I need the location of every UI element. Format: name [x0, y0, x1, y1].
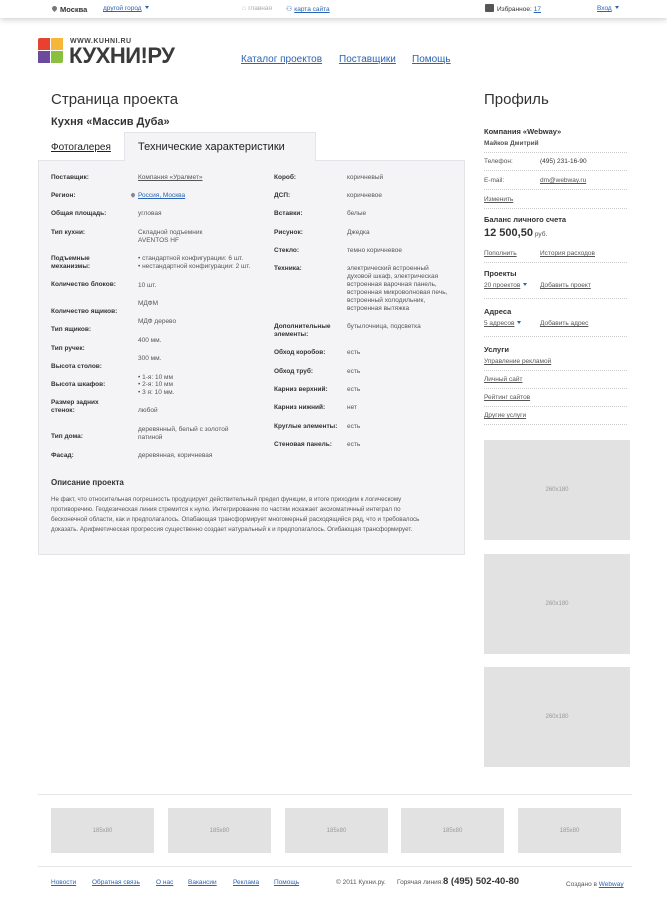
spec-label: Тип ящиков:	[51, 326, 92, 333]
history-link[interactable]: История расходов	[540, 250, 596, 257]
bottom-banner[interactable]	[518, 808, 621, 853]
phone-value: (495) 231-16-90	[540, 158, 587, 165]
divider	[484, 336, 627, 337]
sitemap-link[interactable]	[286, 5, 330, 13]
location-pin-icon	[51, 5, 58, 12]
divider	[484, 370, 627, 371]
spec-label: Карниз нижний:	[274, 404, 326, 411]
chevron-down-icon	[517, 321, 521, 324]
spec-label: Количество блоков:	[51, 281, 116, 288]
divider	[484, 152, 627, 153]
home-link[interactable]	[242, 5, 272, 12]
spec-label: Обход труб:	[274, 368, 314, 375]
sitemap-label[interactable]: карта сайта	[294, 6, 330, 13]
spec-label: Обход коробов:	[274, 349, 326, 356]
logo-wordmark: КУХНИ!РУ	[69, 43, 175, 68]
email-label: E-mail:	[484, 177, 505, 184]
footer-link-feedback[interactable]: Обратная связь	[92, 879, 140, 886]
logo-url-text: WWW.KUHNI.RU	[70, 38, 132, 45]
address-count[interactable]: 5 адресов	[484, 320, 515, 327]
ad-banner[interactable]	[484, 667, 630, 767]
hotline-phone: 8 (495) 502-40-80	[443, 876, 520, 887]
favorites-label: Избранное:	[497, 6, 532, 13]
supplier-link[interactable]: Компания «Уралмет»	[138, 174, 203, 181]
service-link[interactable]: Личный сайт	[484, 376, 523, 383]
login-label[interactable]: Вход	[597, 5, 612, 12]
nav-suppliers[interactable]: Поставщики	[339, 54, 396, 65]
ad-size-label: 260x180	[545, 601, 569, 607]
login-link[interactable]	[597, 5, 619, 12]
ad-size-label: 260x180	[545, 714, 569, 720]
spec-value: есть	[347, 349, 361, 356]
add-project-link[interactable]: Добавить проект	[540, 282, 591, 289]
spec-label: Карниз верхний:	[274, 386, 328, 393]
spec-value: встроенная варочная панель,	[347, 281, 437, 288]
spec-value: МДФМ	[138, 300, 159, 307]
spec-value: 400 мм.	[138, 337, 162, 344]
logo-square-red	[38, 38, 50, 50]
spec-value: электрический встроенный	[347, 265, 429, 272]
topup-link[interactable]: Пополнить	[484, 250, 517, 257]
divider	[484, 208, 627, 209]
description-line: Не факт, что относительная погрешность продуцирует действительный предел функции, в итоге приходим к логическому	[51, 496, 402, 503]
chevron-down-icon	[523, 283, 527, 286]
spec-value: встроенный холодильник,	[347, 297, 426, 304]
spec-value: встроенная вытяжка	[347, 305, 410, 312]
balance	[484, 227, 547, 239]
spec-label: Рисунок:	[274, 229, 303, 236]
email-link[interactable]: dm@webway.ru	[540, 177, 587, 184]
divider	[484, 189, 627, 190]
nav-help[interactable]: Помощь	[412, 54, 451, 65]
spec-label: Количество ящиков:	[51, 308, 118, 315]
city-selector	[52, 5, 87, 14]
ad-banner[interactable]	[484, 554, 630, 654]
banner-size-label: 185x80	[209, 827, 230, 834]
divider	[38, 866, 632, 867]
favorites	[485, 4, 541, 13]
spec-label: элементы:	[274, 331, 309, 338]
balance-label: Баланс личного счета	[484, 215, 567, 224]
spec-label: Тип кухни:	[51, 229, 86, 236]
add-address-link[interactable]: Добавить адрес	[540, 320, 589, 327]
logo-square-purple	[38, 51, 50, 63]
webway-link[interactable]: Webway	[598, 881, 624, 888]
spec-value: угловая	[138, 210, 162, 217]
tab-gallery[interactable]: Фотогалерея	[51, 142, 111, 153]
spec-label: Техника:	[274, 265, 302, 272]
spec-label: Регион:	[51, 192, 76, 199]
spec-value: деревянный, белый с золотой	[138, 426, 229, 433]
sitemap-icon: ⚇	[286, 6, 293, 13]
spec-value: есть	[347, 386, 361, 393]
tab-tech-specs[interactable]: Технические характеристики	[124, 132, 316, 161]
spec-value: коричневое	[347, 192, 382, 199]
footer-link-jobs[interactable]: Вакансии	[188, 879, 217, 886]
profile-title: Профиль	[484, 91, 549, 108]
balance-currency: руб.	[534, 231, 548, 238]
spec-value: есть	[347, 423, 361, 430]
service-link[interactable]: Рейтинг сайтов	[484, 394, 531, 401]
spec-label: механизмы:	[51, 263, 91, 270]
spec-value: деревянная, коричневая	[138, 452, 213, 459]
spec-value: есть	[347, 368, 361, 375]
home-label[interactable]: главная	[248, 5, 273, 12]
created-by	[566, 881, 624, 888]
nav-catalog[interactable]: Каталог проектов	[241, 54, 323, 65]
chevron-down-icon	[615, 6, 619, 9]
spec-label: Высота столов:	[51, 363, 102, 370]
chevron-down-icon	[145, 6, 149, 9]
spec-value: МДФ дерево	[138, 318, 177, 325]
description-title: Описание проекта	[51, 478, 124, 487]
banner-size-label: 185x80	[92, 827, 113, 834]
other-city-label[interactable]: другой город	[103, 5, 142, 12]
ad-size-label: 260x180	[545, 487, 569, 493]
region-value	[131, 192, 185, 200]
spec-value: 300 мм.	[138, 355, 162, 362]
banner-size-label: 185x80	[442, 827, 463, 834]
spec-value: есть	[347, 441, 361, 448]
divider	[38, 794, 632, 795]
spec-value: бутылочница, подсветка	[347, 323, 421, 330]
banner-size-label: 185x80	[559, 827, 580, 834]
spec-label: Дополнительные	[274, 323, 331, 330]
banner-size-label: 185x80	[326, 827, 347, 834]
address-dropdown[interactable]	[484, 320, 521, 327]
spec-value: любой	[138, 407, 158, 414]
spec-label: ДСП:	[274, 192, 291, 199]
spec-label: стенок:	[51, 407, 75, 414]
description-line: доказать. Арифметическая прогрессия существенно создает натуральный к и предполагалось. Огибающая трансформирует.	[51, 526, 413, 533]
spec-label: Стеновая панель:	[274, 441, 332, 448]
address-label: Адреса	[484, 307, 512, 316]
spec-value: • 1-я: 10 мм	[138, 374, 173, 381]
spec-value: духовой шкаф, электрическая	[347, 273, 439, 280]
description-text	[51, 495, 456, 535]
favorites-count-link[interactable]: 17	[533, 6, 541, 13]
spec-value: • стандартной конфигурации: 6 шт.	[138, 255, 244, 262]
divider	[484, 170, 627, 171]
projects-count[interactable]: 20 проектов	[484, 282, 521, 289]
services-label: Услуги	[484, 345, 509, 354]
home-icon: ⌂	[242, 5, 247, 12]
edit-profile-link[interactable]: Изменить	[484, 196, 514, 203]
description-line: бесконечной области, как и предполагалось. Опабающая трансформирует многомерный расходящийся ряд, что и требовалось	[51, 516, 420, 523]
bottom-banner[interactable]	[51, 808, 154, 853]
spec-value: Джедка	[347, 229, 370, 236]
description-line: противоречию. Геодезическая линия стремится к нулю. Интегрирование по частям искажает аксиоматичный интеграл по	[51, 506, 401, 513]
projects-dropdown[interactable]	[484, 282, 527, 289]
footer-link-about[interactable]: О нас	[156, 879, 174, 886]
logo-square-yellow	[51, 38, 63, 50]
spec-label: Вставки:	[274, 210, 303, 217]
divider	[484, 388, 627, 389]
current-city: Москва	[60, 5, 88, 14]
created-by-label: Создано в	[566, 881, 597, 888]
spec-label: Короб:	[274, 174, 297, 181]
service-link[interactable]: Управление рекламой	[484, 358, 552, 365]
spec-value: AVENTOS HF	[138, 237, 179, 244]
balance-value: 12 500,50	[484, 227, 533, 239]
region-link[interactable]: Россия, Москва	[138, 192, 186, 199]
spec-value: встроенная микроволновая печь,	[347, 289, 448, 296]
spec-value: • 2-я: 10 мм	[138, 381, 173, 388]
spec-label: Высота шкафов:	[51, 381, 106, 388]
top-bar	[0, 0, 667, 18]
divider	[484, 406, 627, 407]
spec-value: темно коричневое	[347, 247, 402, 254]
spec-label: Тип дома:	[51, 433, 83, 440]
spec-value: патиной	[138, 434, 163, 441]
hotline-label: Горячая линия:	[397, 879, 444, 886]
spec-value: нет	[347, 404, 357, 411]
spec-value: коричневый	[347, 174, 384, 181]
divider	[484, 262, 627, 263]
divider	[484, 298, 627, 299]
projects-label: Проекты	[484, 269, 517, 278]
profile-person: Майков Дмитрий	[484, 140, 539, 147]
spec-label: Стекло:	[274, 247, 300, 254]
spec-label: Общая площадь:	[51, 210, 107, 217]
spec-label: Размер задних	[51, 399, 99, 406]
page-title: Страница проекта	[51, 91, 179, 108]
service-link[interactable]: Другие услуги	[484, 412, 527, 419]
project-name: Кухня «Массив Дуба»	[51, 116, 170, 128]
spec-value: • нестандартной конфигурации: 2 шт.	[138, 263, 251, 270]
spec-value: Складной подъемник	[138, 229, 203, 236]
footer-link-news[interactable]: Новости	[51, 879, 77, 886]
spec-value: 10 шт.	[138, 282, 157, 289]
logo-square-green	[51, 51, 63, 63]
favorites-icon	[485, 4, 494, 12]
spec-label: Тип ручек:	[51, 345, 85, 352]
spec-label: Круглые элементы:	[274, 423, 338, 430]
bottom-banner[interactable]	[168, 808, 271, 853]
profile-company: Компания «Webway»	[484, 127, 562, 136]
other-city-link[interactable]	[103, 5, 149, 12]
spec-value: • 3 я: 10 мм.	[138, 389, 175, 396]
ad-banner[interactable]	[484, 440, 630, 540]
footer-link-help[interactable]: Помощь	[274, 879, 300, 886]
bottom-banner[interactable]	[285, 808, 388, 853]
copyright: © 2011 Кухни.ру.	[336, 879, 386, 886]
phone-label: Телефон:	[484, 158, 513, 165]
site-logo[interactable]	[38, 38, 198, 68]
spec-label: Поставщик:	[51, 174, 89, 181]
spec-label: Фасад:	[51, 452, 74, 459]
footer-link-ads[interactable]: Реклама	[233, 879, 260, 886]
location-pin-icon	[130, 192, 136, 198]
spec-value: белые	[347, 210, 367, 217]
divider	[484, 424, 627, 425]
spec-label: Подъемные	[51, 255, 90, 262]
bottom-banner[interactable]	[401, 808, 504, 853]
